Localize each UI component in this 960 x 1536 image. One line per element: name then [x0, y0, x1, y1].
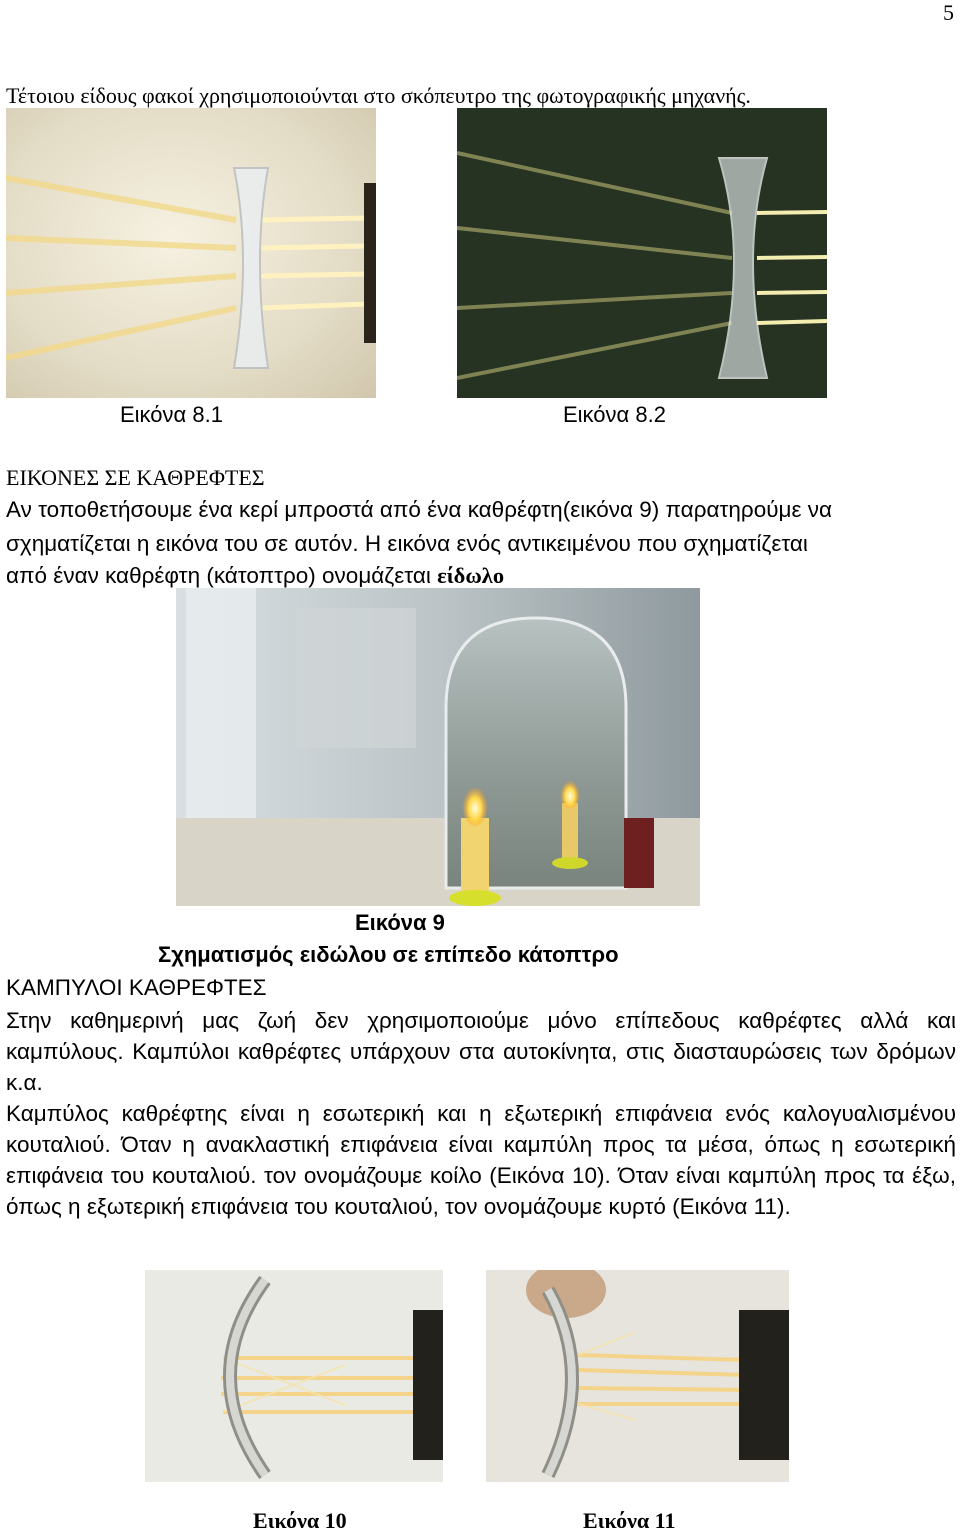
curved-heading: ΚΑΜΠΥΛΟΙ ΚΑΘΡΕΦΤΕΣ	[6, 975, 267, 1000]
figure-8-2-caption: Εικόνα 8.2	[563, 402, 666, 427]
mirrors-text-line-3-prefix: από έναν καθρέφτη (κάτοπτρο) ονομάζεται	[6, 563, 438, 588]
figure-9-subtitle: Σχηματισμός ειδώλου σε επίπεδο κάτοπτρο	[158, 942, 619, 967]
figure-8-2-photo	[457, 108, 827, 398]
figure-9-caption: Εικόνα 9	[355, 910, 445, 935]
curved-paragraph-1: Στην καθημερινή μας ζωή δεν χρησιμοποιούμε μόνο επίπεδους καθρέφτες αλλά και καμπύλους. Καμπύλοι καθρέφτες υπάρχουν στα αυτοκίνητα, στις διασταυρώσεις των δρόμων κ.α.	[6, 1008, 956, 1095]
figure-11-photo	[486, 1270, 789, 1482]
intro-line: Τέτοιου είδους φακοί χρησιμοποιούνται στο σκόπευτρο της φωτογραφικής μηχανής.	[6, 83, 751, 108]
page-number: 5	[943, 0, 954, 25]
figure-8-1-caption: Εικόνα 8.1	[120, 402, 223, 427]
term-eidolo: είδωλο	[437, 563, 505, 588]
figure-9-photo	[176, 588, 700, 906]
figure-10-photo	[145, 1270, 443, 1482]
curved-paragraph-2: Καμπύλος καθρέφτης είναι η εσωτερική και η εξωτερική επιφάνεια ενός καλογυαλισμένου κουταλιού. Όταν η ανακλαστική επιφάνεια είναι καμπύλη προς τα μέσα, όπως η εσωτερική επιφάνεια του κουταλιού. τον ονομάζουμε κοίλο (Εικόνα 10). Όταν είναι καμπύλη προς τα έξω, όπως η εξωτερική επιφάνεια του κουταλιού, τον ονομάζουμε κυρτό (Εικόνα 11).	[6, 1101, 956, 1219]
mirrors-text-line-2: σχηματίζεται η εικόνα του σε αυτόν. Η εικόνα ενός αντικειμένου που σχηματίζεται	[6, 531, 808, 556]
figure-11-caption: Εικόνα 11	[583, 1508, 676, 1533]
mirrors-heading: ΕΙΚΟΝΕΣ ΣΕ ΚΑΘΡΕΦΤΕΣ	[6, 465, 265, 490]
mirrors-text-line-1: Αν τοποθετήσουμε ένα κερί μπροστά από ένα καθρέφτη(εικόνα 9) παρατηρούμε να	[6, 497, 833, 522]
mirrors-text-line-3	[6, 560, 504, 591]
figure-8-1-photo	[6, 108, 376, 398]
figure-10-caption: Εικόνα 10	[253, 1508, 347, 1533]
